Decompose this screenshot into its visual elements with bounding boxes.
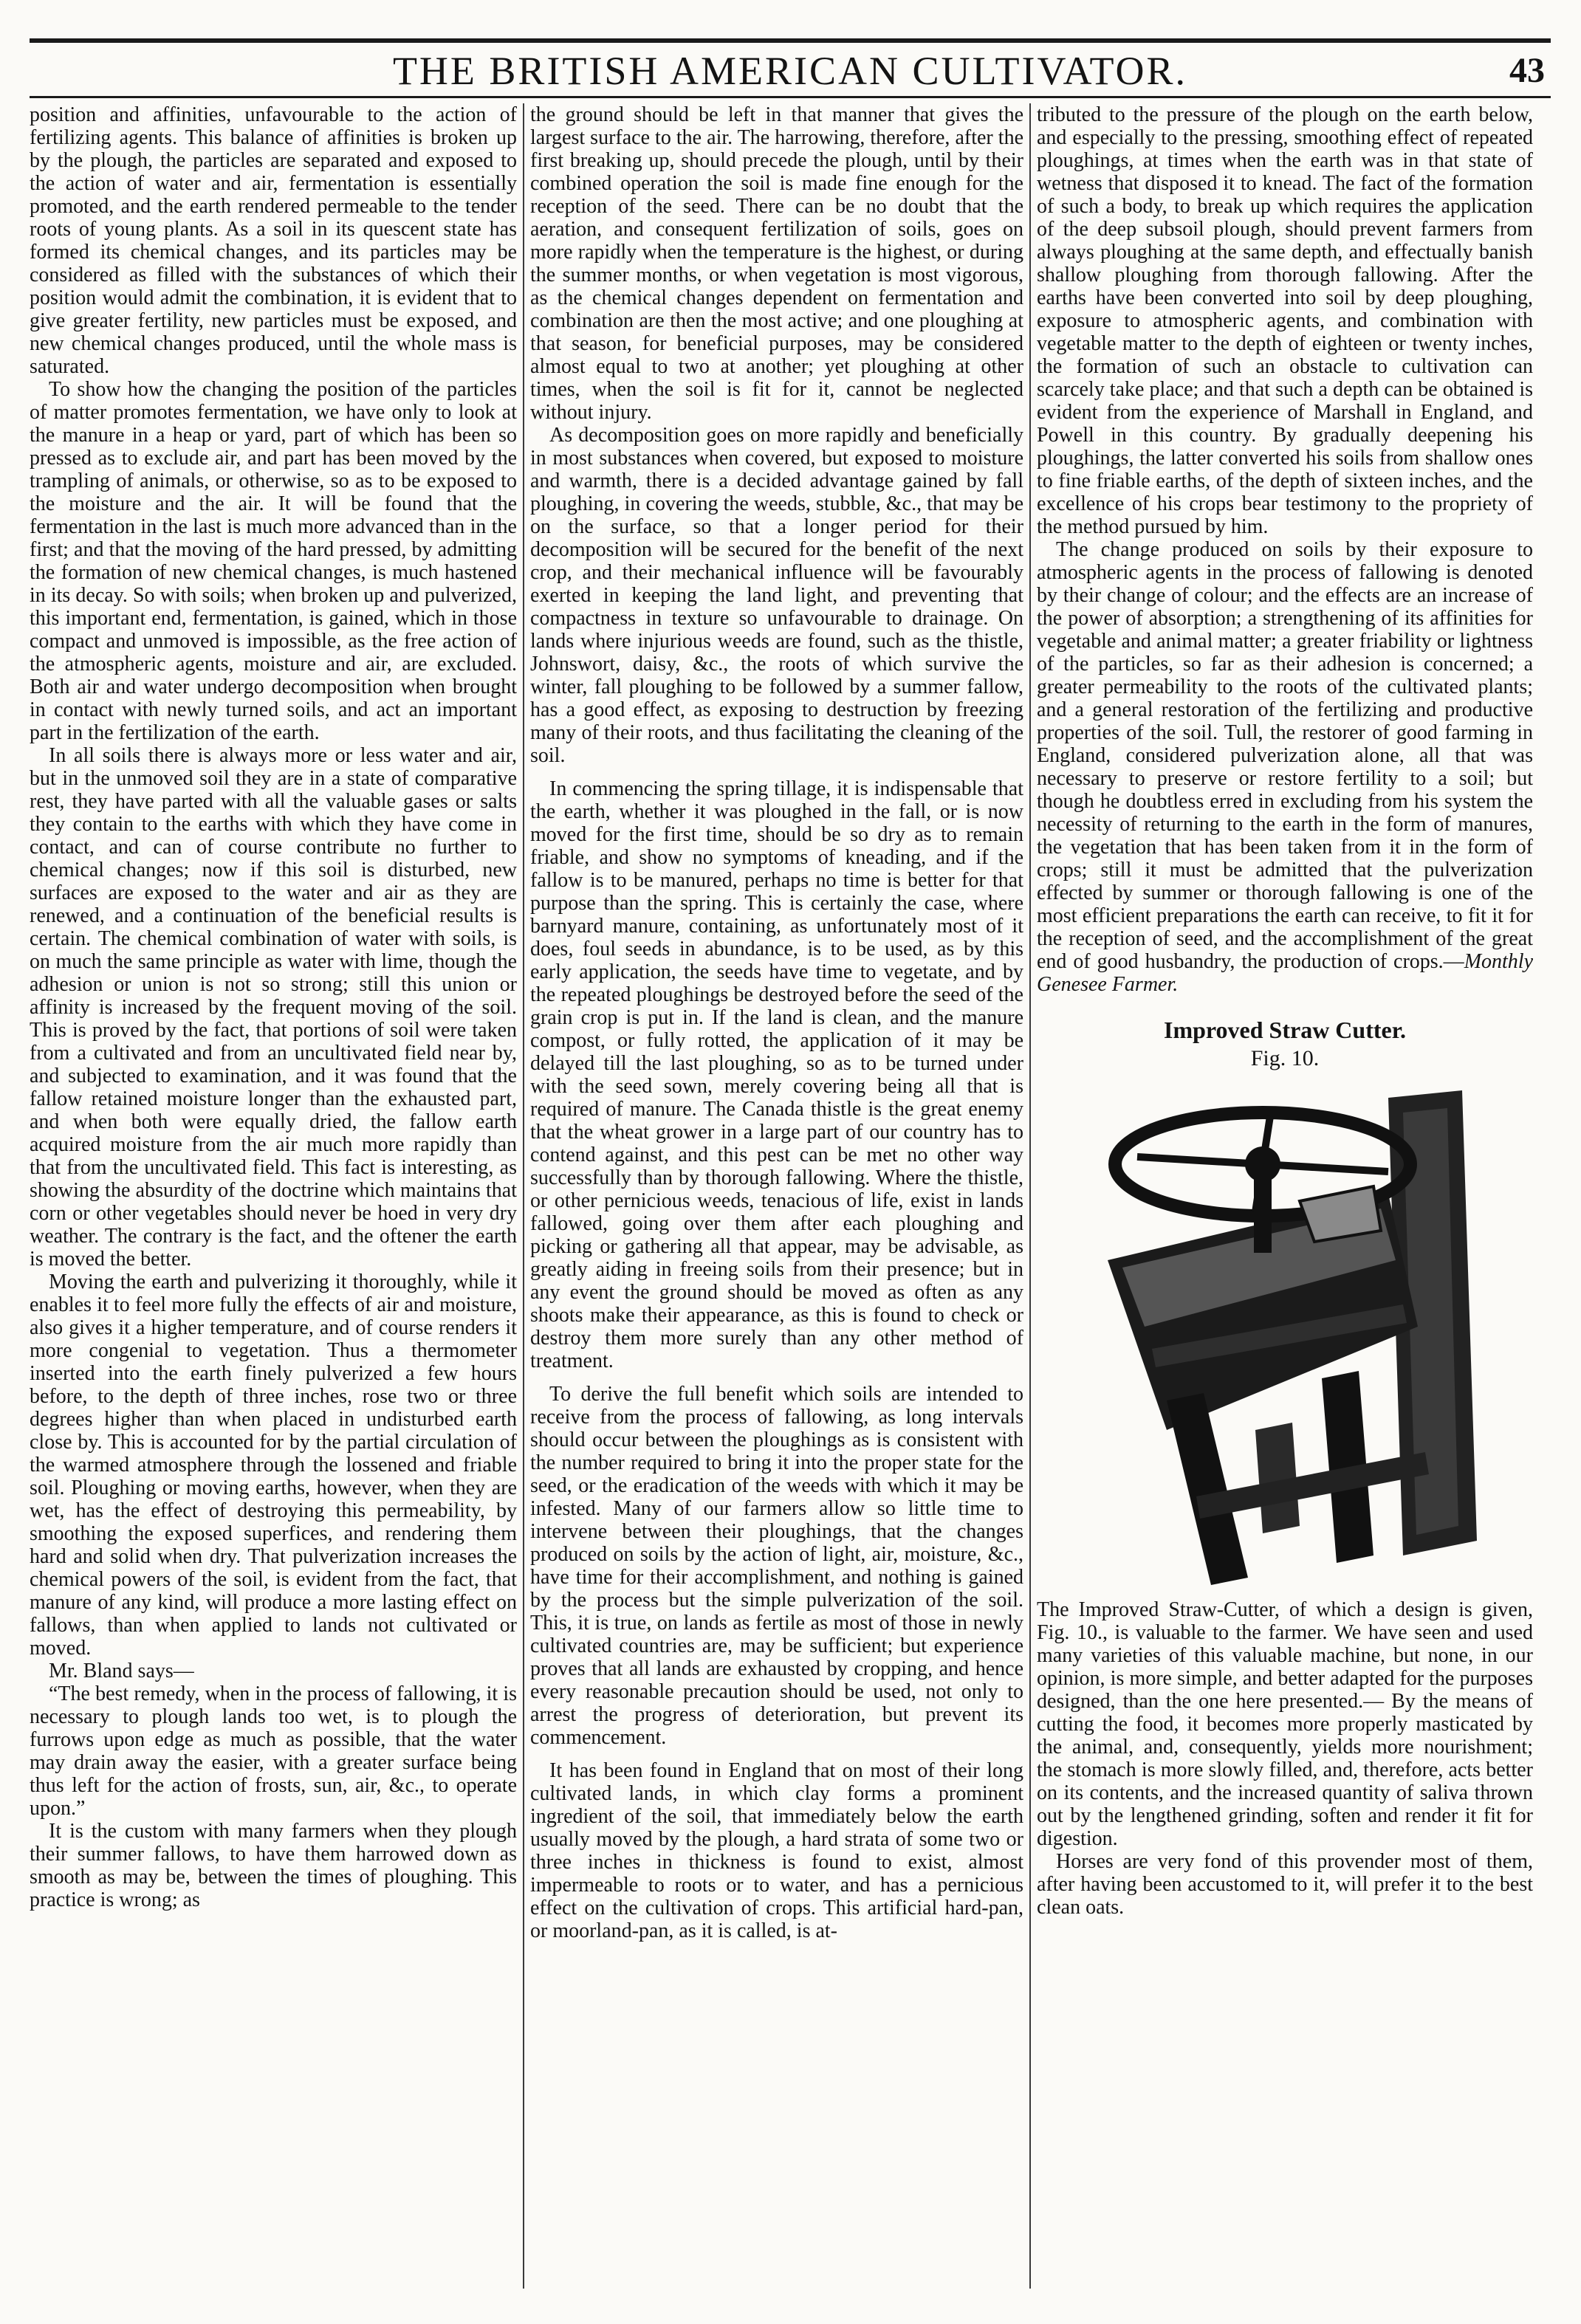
column-1 xyxy=(30,103,517,2289)
column-2 xyxy=(530,103,1023,2289)
paragraph: Moving the earth and pulverizing it thoroughly, while it enables it to feel more fully the effects of air and moisture, also gives it a higher temperature, and of course renders it more congenial to vegetation. Thus a thermometer inserted into the earth finely pulverized a few hours before, to the depth of three inches, rose two or three degrees higher than when placed in undisturbed earth close by. This is accounted for by the partial circulation of the warmed atmosphere through the lossened and friable soil. Ploughing or moving earths, however, when they are wet, has the effect of destroying this permeability, by smoothing the exposed superfices, and rendering them hard and solid when dry. That pulverization increases the chemical powers of the soil, is evident from the fact, that manure of any kind, will produce a more lasting effect on fallows, than when applied to lands not cultivated or moved. xyxy=(30,1271,517,1660)
column-divider xyxy=(1029,103,1031,2289)
paragraph: Mr. Bland says— xyxy=(49,1660,194,1682)
straw-cutter-illustration xyxy=(1078,1083,1492,1585)
publication-title: THE BRITISH AMERICAN CULTIVATOR. xyxy=(392,49,1188,93)
source-attribution: Monthly Genesee Farmer. xyxy=(1037,950,1533,996)
paragraph: tributed to the pressure of the plough on the earth below, and especially to the pressing, smoothing effect of repeated ploughings, at times when the earth was in that state of wetness that disposed it to knead. The fact of the formation of such a body, to break up which requires the application of the deep subsoil plough, should prevent farmers from always ploughing at the same depth, and effectually banish shallow ploughing from thorough fallowing. After the earths have been converted into soil by deep ploughing, exposure to atmospheric agents, and combination with vegetable matter to the depth of eighteen or twenty inches, the formation of such an obstacle to cultivation can scarcely take place; and that such a depth can be obtained is evident from the experience of Marshall in England, and Powell in this country. By gradually deepening his ploughings, the latter converted his soils from shallow ones to fine friable earths, of the depth of sixteen inches, and the excellence of his crops bear testimony to the propriety of the method pursued by him. xyxy=(1037,103,1533,538)
quotation: “The best remedy, when in the process of fallowing, it is necessary to plough lands too wet, is to plough the furrows upon edge as much as possible, that the water may drain away the easier, with a greater surface being thus left for the action of frosts, sun, air, &c., to operate upon.” xyxy=(30,1682,517,1820)
page-number: 43 xyxy=(1509,51,1545,90)
paragraph: As decomposition goes on more rapidly and beneficially in most substances when covered, but exposed to moisture and warmth, there is a decided advantage gained by fall ploughing, in covering the weeds, stubble, &c., that may be on the surface, so that a longer period for their decomposition will be secured for the benefit of the next crop, and their mechanical influence will be favourably exerted in keeping the land light, and preventing that compactness in texture so unfavourable to drainage. On lands where injurious weeds are found, such as the thistle, Johnswort, daisy, &c., the roots of which survive the winter, fall ploughing to be followed by a summer fallow, has a good effect, as exposing to destruction by freezing many of their roots, and thus facilitating the cleaning of the soil. xyxy=(530,424,1023,767)
paragraph: To show how the changing the position of the particles of matter promotes fermentation, we have only to look at the manure in a heap or yard, part of which has been so pressed as to exclude air, and part has been moved by the trampling of animals, or otherwise, so as to be exposed to the moisture and the air. It will be found that the fermentation in the last is much more advanced than in the first; and that the moving of the hard pressed, by admitting the formation of new chemical changes, is much hastened in its decay. So with soils; when broken up and pulverized, this important end, fermentation, is gained, which in those compact and unmoved is impossible, as the free action of the atmospheric agents, moisture and air, are excluded. Both air and water undergo decomposition when brought in contact with newly turned soils, and act an important part in the fertilization of the earth. xyxy=(30,378,517,744)
paragraph: It has been found in England that on most of their long cultivated lands, in which clay forms a prominent ingredient of the soil, that immediately below the earth usually moved by the plough, a hard strata of some two or three inches in thickness is found to exist, almost impermeable to roots or to water, and has a pernicious effect on the cultivation of crops. This artificial hard-pan, or moorland-pan, as it is called, is at- xyxy=(530,1759,1023,1942)
page-header xyxy=(30,46,1551,93)
column-divider xyxy=(523,103,524,2289)
figure-number: Fig. 10. xyxy=(1250,1046,1320,1070)
paragraph: To derive the full benefit which soils are intended to receive from the process of fallowing, as long intervals should occur between the ploughings as is consistent with the number required to bring it into the proper state for the seed, or the eradication of the weeds with which it may be infested. Many of our farmers allow so little time to intervene between their ploughings, that the changes produced on soils by the action of light, air, moisture, &c., have time for their accomplishment, and nothing is gained by the process but the simple pulverization of the soil. This, it is true, on lands as fertile as most of those in newly cultivated countries are, may be sufficient; but experience proves that all lands are exhausted by cropping, and hence every reasonable precaution should be used, not only to arrest the progress of deterioration, but prevent its commencement. xyxy=(530,1383,1023,1749)
paragraph: the ground should be left in that manner that gives the largest surface to the air. The harrowing, therefore, after the first breaking up, should precede the plough, until by their combined operation the soil is made fine enough for the reception of the seed. There can be no doubt that the aeration, and consequent fertilization of soils, goes on more rapidly when the temperature is the highest, or during the summer months, or when vegetation is most vigorous, as the chemical changes dependent on fermentation and combination are then the most active; and one ploughing at that season, for beneficial purposes, may be considered almost equal to two at another; yet ploughing at other times, when the soil is fit for it, cannot be neglected without injury. xyxy=(530,103,1023,424)
paragraph: In all soils there is always more or less water and air, but in the unmoved soil they are in a state of comparative rest, they have parted with all the valuable gases or salts they contain to the earths with which they have come in contact, and can of course contribute no further to chemical changes; now if this soil is disturbed, new surfaces are exposed to the water and air as they are renewed, and a continuation of the beneficial results is certain. The chemical combination of water with soils, is on much the same principle as water with lime, though the adhesion or union is not so strong; still this union or affinity is increased by the frequent moving of the soil. This is proved by the fact, that portions of soil were taken from a cultivated and from an uncultivated field near by, and subjected to examination, and it was found that the fallow retained moisture longer than the exhausted part, and when both were equally dried, the fallow earth acquired moisture from the air much more rapidly than that from the uncultivated field. This fact is interesting, as showing the absurdity of the doctrine which maintains that corn or other vegetables should never be hoed in very dry weather. The contrary is the fact, and the oftener the earth is moved the better. xyxy=(30,744,517,1271)
column-3 xyxy=(1037,103,1533,2289)
paragraph: Horses are very fond of this provender most of them, after having been accustomed to it, will prefer it to the best clean oats. xyxy=(1037,1850,1533,1919)
figure-title: Improved Straw Cutter. xyxy=(1164,1017,1406,1043)
paragraph xyxy=(1037,538,1533,996)
header-rule xyxy=(30,96,1551,98)
paragraph: position and affinities, unfavourable to the action of fertilizing agents. This balance of affinities is broken up by the plough, the particles are separated and exposed to the action of water and air, fermentation is essentially promoted, and the earth rendered permeable to the tender roots of young plants. As a soil in its quescent state has formed its chemical changes, and its particles may be considered as filled with the substances of which their position would admit the combination, it is evident that to give greater fertility, new particles must be exposed, and new chemical changes produced, until the whole mass is saturated. xyxy=(30,103,517,378)
top-border-rule xyxy=(30,38,1551,43)
paragraph: The Improved Straw-Cutter, of which a design is given, Fig. 10., is valuable to the farmer. We have seen and used many varieties of this valuable machine, but none, in our opinion, is more simple, and better adapted for the purposes designed, than the one here presented.— By the means of cutting the food, it becomes more properly masticated by the animal, and, consequently, yields more nourishment; the stomach is more slowly filled, and, therefore, acts better on its contents, and the increased quantity of saliva thrown out by the lengthened grinding, soften and render it fit for digestion. xyxy=(1037,1598,1533,1850)
paragraph-text: The change produced on soils by their exposure to atmospheric agents in the process of fallowing is denoted by their change of colour; and the effects are an increase of the power of absorption; a strengthening of its affinities for vegetable and animal matter; a greater friability or lightness of the particles, so far as their adhesion is concerned; a greater permeability to the roots of the cultivated plants; and a general restoration of the fertilizing and productive properties of the soil. Tull, the restorer of good farming in England, considered pulverization alone, all that was necessary to preserve or restore fertility to a soil; but though he doubtless erred in excluding from his system the necessity of returning to the earth in the form of manures, the vegetation that has been taken from it in the form of crops; still it must be admitted that the pulverization effected by summer or thorough fallowing is one of the most efficient preparations the earth can receive, to fit it for the reception of seed, and the accomplishment of the great end of good husbandry, the production of crops.— xyxy=(1037,538,1533,973)
paragraph: It is the custom with many farmers when they plough their summer fallows, to have them harrowed down as smooth as may be, between the times of ploughing. This practice is wrong; as xyxy=(30,1820,517,1911)
paragraph: In commencing the spring tillage, it is indispensable that the earth, whether it was ploughed in the fall, or is now moved for the first time, should be so dry as to remain friable, and show no symptoms of kneading, and if the fallow is to be manured, perhaps no time is better for that purpose than the spring. This is certainly the case, where barnyard manure, containing, as unfortunately most of it does, foul seeds in abundance, is to be used, as by this early application, the seeds have time to vegetate, and by the repeated ploughings be destroyed before the seed of the grain crop is put in. If the land is clean, and the manure compost, or fully rotted, the application of it may be delayed till the last ploughing, so as to be turned under with the seed sown, merely covering being all that is required of manure. The Canada thistle is the great enemy that the wheat grower in a large part of our country has to contend against, and this pest can be met no other way successfully than by thorough fallowing. Where the thistle, or other pernicious weeds, tenacious of life, exist in lands fallowed, going over them after each ploughing and picking or gathering all that appear, may be advisable, as greatly aiding in freeing soils from their presence; but in any event the ground should be moved as often as any shoots make their appearance, as this is found to check or destroy them more surely than any other method of treatment. xyxy=(530,777,1023,1372)
